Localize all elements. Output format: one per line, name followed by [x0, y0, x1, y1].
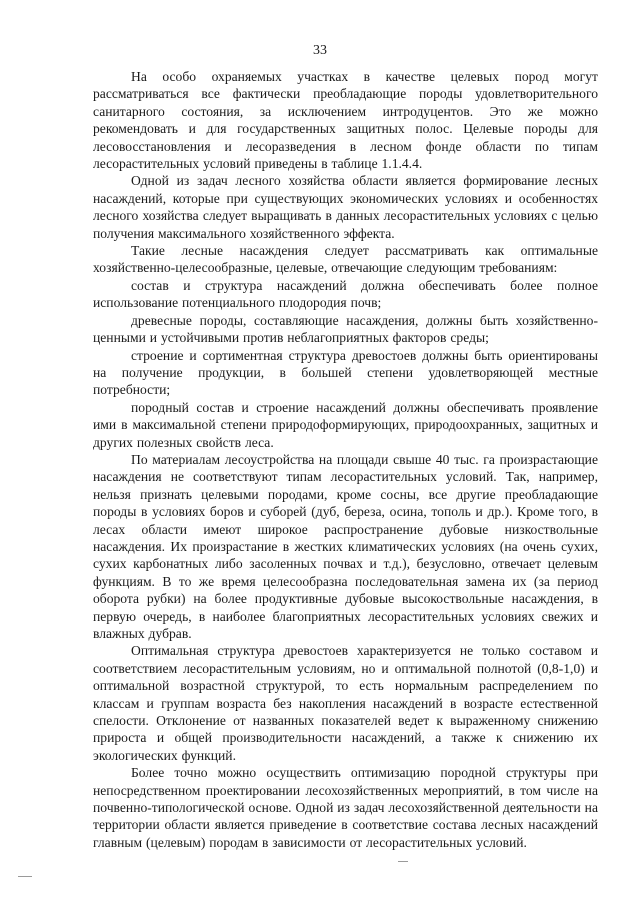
scan-artifact-left — [18, 876, 32, 877]
paragraph-inventory-materials: По материалам лесоустройства на площади свыше 40 тыс. га произрастающие насаждения не соответствуют типам лесорастительных условий. Так, например, нельзя признать целевыми породами, кроме сосны, все другие преобладающие породы в условиях боров и суборей (дуб, береза, осина, тополь и др.). Кроме того, в лесах области имеют широкое распространение дубовые низкоствольные насаждения. Их произрастание в жестких климатических условиях (на очень сухих, сухих карбонатных либо засоленных почвах и т.д.), безусловно, отвечает целевым функциям. В то же время целесообразна последовательная замена их (за период оборота рубки) на более продуктивные дубовые высокоствольные насаждения, в первую очередь, в наиболее благоприятных лесорастительных условиях свежих и влажных дубрав. — [93, 451, 598, 641]
page-body — [93, 68, 598, 851]
paragraph-requirements-intro: Такие лесные насаждения следует рассматривать как оптимальные хозяйственно-целесообразные, целевые, отвечающие следующим требованиям: — [93, 243, 598, 276]
paragraph-forestry-task: Одной из задач лесного хозяйства области является формирование лесных насаждений, которые при существующих экономических условиях и особенностях лесного хозяйства следует выращивать в данных лесорастительных условиях с целью получения максимального хозяйственного эффекта. — [93, 173, 598, 241]
paragraph-optimal-structure: Оптимальная структура древостоев характеризуется не только составом и соответствием лесорастительным условиям, но и оптимальной полнотой (0,8-1,0) и оптимальной возрастной структурой, то есть нормальным распределением по классам и группам возраста без накопления насаждений в возрасте естественной спелости. Отклонение от названных показателей ведет к выраженному снижению прироста и общей производительности насаждений, а также к снижению их экологических функций. — [93, 643, 598, 763]
paragraph-requirement-species: древесные породы, составляющие насаждения, должны быть хозяйственно-ценными и устойчивыми против неблагоприятных факторов среды; — [93, 312, 598, 346]
page-number: 33 — [313, 43, 327, 58]
paragraph-protected-areas: На особо охраняемых участках в качестве целевых пород могут рассматриваться все фактически преобладающие породы удовлетворительного санитарного состояния, за исключением интродуцентов. Это же можно рекомендовать и для государственных защитных полос. Целевые породы для лесовосстановления и лесоразведения в лесном фонде области по типам лесорастительных условий приведены в таблице 1.1.4.4. — [93, 69, 598, 172]
scan-artifact-bottom — [398, 861, 408, 862]
paragraph-requirement-composition: состав и структура насаждений должна обеспечивать более полное использование потенциального плодородия почв; — [93, 277, 598, 311]
paragraph-requirement-structure: строение и сортиментная структура древостоев должны быть ориентированы на получение продукции, в большей степени удовлетворяющей местные потребности; — [93, 347, 598, 398]
paragraph-requirement-functions: породный состав и строение насаждений должны обеспечивать проявление ими в максимальной степени природоформирующих, природоохранных, защитных и других полезных свойств леса. — [93, 399, 598, 450]
paragraph-optimization: Более точно можно осуществить оптимизацию породной структуры при непосредственном проектировании лесохозяйственных мероприятий, в том числе на почвенно-типологической основе. Одной из задач лесохозяйственной деятельности на территории области является приведение в соответствие состава лесных насаждений главным (целевым) породам в зависимости от лесорастительных условий. — [93, 765, 598, 850]
